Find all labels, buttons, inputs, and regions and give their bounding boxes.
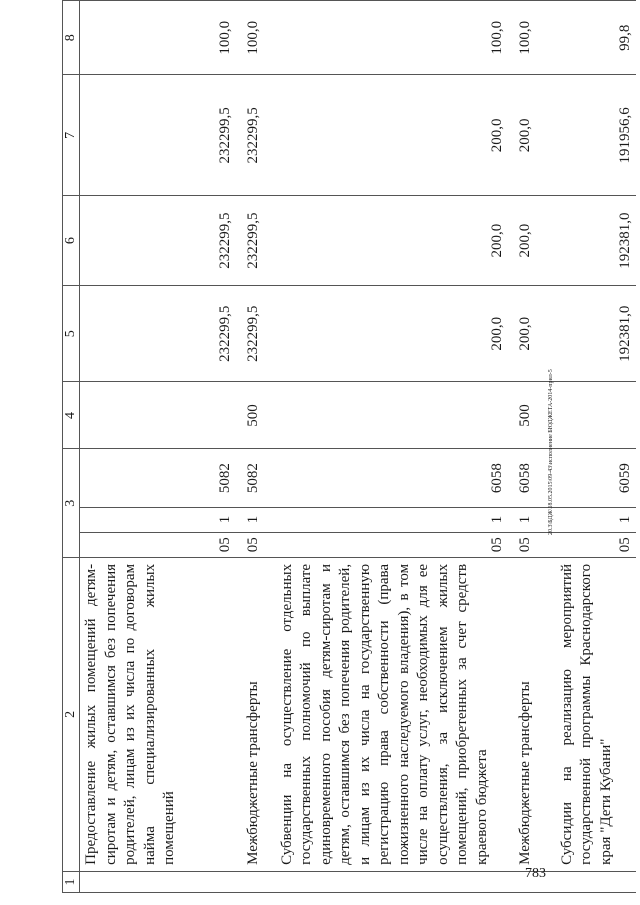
row-section: 05: [236, 532, 268, 557]
header-cell-1: 1: [63, 871, 80, 892]
row-section: 05: [268, 532, 508, 557]
row-expense-type: [546, 382, 636, 449]
header-cell-8: 8: [63, 1, 80, 75]
row-section: 05: [80, 532, 236, 557]
row-percent: 100,0: [236, 1, 268, 75]
table-row: [508, 1, 546, 893]
row-subsection: 1: [268, 507, 508, 532]
row-expense-type: [268, 382, 508, 449]
row-percent: 100,0: [268, 1, 508, 75]
header-cell-5: 5: [63, 286, 80, 382]
row-percent: 100,0: [508, 1, 546, 75]
row-description: Предоставление жилых помещений детям-сиротам и детям, оставшимся без попечения родителей, лицам из их числа по договорам найма специализированных жилых помещений: [80, 557, 236, 871]
row-value-7: 191956,6: [546, 75, 636, 196]
row-description: Межбюджетные трансферты: [236, 557, 268, 871]
row-value-5: 232299,5: [236, 286, 268, 382]
table-row: [546, 1, 636, 893]
row-description: Субвенции на осуществление отдельных государственных полномочий по выплате единовременного пособия детям-сиротам и детям, оставшимся без попечения родителей, и лицам из их числа на государственную регистрацию права собственности (права пожизненного наследуемого владения), в том числе на оплату услуг, необходимых для ее осуществления, за исключением жилых помещений, приобретенных за счет средств краевого бюджета: [268, 557, 508, 871]
table-row: [268, 1, 508, 893]
row-target-code: 6059: [546, 449, 636, 507]
header-cell-6: 6: [63, 196, 80, 286]
row-value-5: 192381,0: [546, 286, 636, 382]
row-percent: 100,0: [80, 1, 236, 75]
row-value-6: 200,0: [268, 196, 508, 286]
row-expense-type: 500: [508, 382, 546, 449]
row-target-code: 6058: [268, 449, 508, 507]
row-value-6: 232299,5: [236, 196, 268, 286]
header-cell-2: 2: [63, 557, 80, 871]
header-row: [63, 1, 80, 893]
row-description: Межбюджетные трансферты: [508, 557, 546, 871]
row-description: Субсидии на реализацию мероприятий государственной программы Краснодарского края "Дети Кубани": [546, 557, 636, 871]
row-value-6: 192381,0: [546, 196, 636, 286]
row-value-7: 200,0: [508, 75, 546, 196]
row-expense-type: 500: [236, 382, 268, 449]
page-number: 783: [525, 866, 546, 881]
row-value-5: 232299,5: [80, 286, 236, 382]
row-subsection: 1: [508, 507, 546, 532]
row-subsection: 1: [546, 507, 636, 532]
row-subsection: 1: [80, 507, 236, 532]
header-cell-3: 3: [63, 449, 80, 557]
row-expense-type: [80, 382, 236, 449]
row-target-code: 6058: [508, 449, 546, 507]
table-row: [80, 1, 236, 893]
row-value-5: 200,0: [508, 286, 546, 382]
row-section: 05: [546, 532, 636, 557]
row-percent: 99,8: [546, 1, 636, 75]
row-value-6: 200,0: [508, 196, 546, 286]
row-value-7: 232299,5: [236, 75, 268, 196]
row-value-5: 200,0: [268, 286, 508, 382]
side-file-note: 20.3\БДЖ\18.05.2015\09-43\исполнение БЮДЖЕТА-2014-прил-5: [548, 369, 554, 535]
row-section: 05: [508, 532, 546, 557]
row-target-code: 5082: [236, 449, 268, 507]
row-subsection: 1: [236, 507, 268, 532]
header-cell-4: 4: [63, 382, 80, 449]
header-cell-7: 7: [63, 75, 80, 196]
row-value-6: 232299,5: [80, 196, 236, 286]
table-row: [236, 1, 268, 893]
row-target-code: 5082: [80, 449, 236, 507]
row-value-7: 200,0: [268, 75, 508, 196]
row-value-7: 232299,5: [80, 75, 236, 196]
